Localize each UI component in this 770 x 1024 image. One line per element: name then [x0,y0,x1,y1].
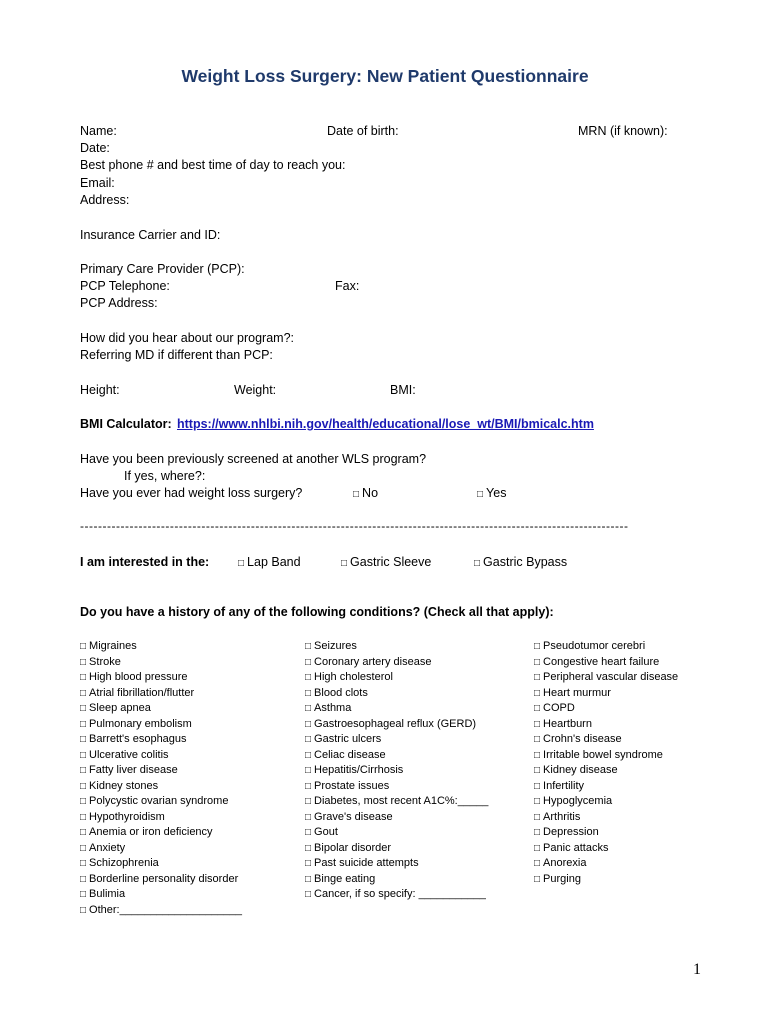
date-field-label: Date: [80,141,110,155]
condition-label: Heart murmur [543,686,611,699]
checkbox-icon[interactable]: □ [353,489,360,500]
hear-about-label: How did you hear about our program?: [80,331,295,345]
condition-label: Other:____________________ [89,903,242,916]
pcp-address-label: PCP Address: [80,296,158,310]
condition-checkbox-item[interactable] [534,763,678,779]
condition-label: Prostate issues [314,779,390,792]
condition-checkbox-item[interactable] [305,763,488,779]
condition-checkbox-item[interactable] [305,732,488,748]
condition-label: Coronary artery disease [314,655,432,668]
checkbox-icon[interactable]: □ [80,672,87,683]
condition-label: Blood clots [314,686,368,699]
checkbox-icon[interactable]: □ [80,765,87,776]
condition-checkbox-item[interactable] [534,825,678,841]
interest-option-gastric-bypass[interactable] [474,555,567,569]
no-option-label: No [362,486,379,500]
checkbox-icon[interactable]: □ [80,858,87,869]
condition-label: Arthritis [543,810,581,823]
checkbox-icon[interactable]: □ [80,703,87,714]
condition-label: Atrial fibrillation/flutter [89,686,195,699]
dob-field-label: Date of birth: [327,124,399,138]
checkbox-icon[interactable]: □ [305,703,312,714]
checkbox-icon[interactable]: □ [80,842,87,854]
condition-label: Irritable bowel syndrome [543,748,663,761]
yes-option[interactable] [477,486,506,500]
condition-label: Anemia or iron deficiency [89,826,213,838]
condition-checkbox-item[interactable] [534,841,678,857]
condition-checkbox-item[interactable] [305,856,488,872]
checkbox-icon[interactable]: □ [305,780,312,792]
conditions-column-3 [534,639,678,887]
condition-label: Past suicide attempts [314,857,419,869]
address-field-label: Address: [80,193,130,207]
section-divider: -------------------------------------------------------------------------------------------------------------------------- [80,519,629,533]
condition-label: Purging [543,872,581,885]
checkbox-icon[interactable]: □ [305,873,312,885]
condition-label: Fatty liver disease [89,764,178,776]
checkbox-icon[interactable]: □ [80,734,87,745]
condition-checkbox-item[interactable] [305,701,488,717]
checkbox-icon[interactable]: □ [80,718,87,730]
condition-checkbox-item[interactable] [305,717,488,733]
condition-label: Kidney stones [89,779,159,792]
interest-option-gastric-sleeve[interactable] [341,555,431,569]
condition-checkbox-item[interactable] [80,655,242,671]
checkbox-icon[interactable]: □ [80,889,87,900]
condition-checkbox-item[interactable] [305,639,488,655]
condition-checkbox-item[interactable] [305,670,488,686]
condition-label: Grave's disease [314,810,393,823]
condition-checkbox-item[interactable] [80,856,242,872]
checkbox-icon[interactable]: □ [534,796,541,807]
checkbox-icon[interactable]: □ [534,842,541,854]
condition-label: Polycystic ovarian syndrome [89,795,229,807]
condition-checkbox-item[interactable] [80,717,242,733]
conditions-column-1 [80,639,242,918]
condition-checkbox-item[interactable] [305,887,488,903]
condition-label: Bulimia [89,888,126,900]
condition-label: Ulcerative colitis [89,748,169,761]
checkbox-icon[interactable]: □ [534,873,541,885]
name-field-label: Name: [80,124,117,138]
checkbox-icon[interactable]: □ [80,749,87,761]
condition-label: Hypoglycemia [543,795,613,807]
condition-checkbox-item[interactable] [80,701,242,717]
condition-checkbox-item[interactable] [80,810,242,826]
condition-checkbox-item[interactable] [80,732,242,748]
condition-label: Celiac disease [314,748,386,761]
condition-label: Pulmonary embolism [89,717,192,730]
condition-label: Gastric ulcers [314,733,382,745]
condition-checkbox-item[interactable] [534,670,678,686]
checkbox-icon[interactable]: □ [80,641,87,652]
condition-checkbox-item[interactable] [80,841,242,857]
condition-label: Binge eating [314,872,376,885]
bmi-calculator-label: BMI Calculator: [80,417,172,431]
condition-label: Depression [543,826,599,838]
condition-label: Bipolar disorder [314,841,392,854]
condition-checkbox-item[interactable] [534,639,678,655]
condition-label: Migraines [89,640,137,652]
condition-checkbox-item[interactable] [80,794,242,810]
condition-label: Panic attacks [543,841,609,854]
condition-label: Hepatitis/Cirrhosis [314,764,404,776]
checkbox-icon[interactable]: □ [305,811,312,823]
prior-surgery-question: Have you ever had weight loss surgery? [80,486,303,500]
condition-label: Kidney disease [543,764,618,776]
condition-checkbox-item[interactable] [305,794,488,810]
checkbox-icon[interactable]: □ [80,904,87,916]
conditions-column-2 [305,639,488,903]
checkbox-icon[interactable]: □ [534,656,541,668]
checkbox-icon[interactable]: □ [534,703,541,714]
email-field-label: Email: [80,176,115,190]
checkbox-icon[interactable]: □ [305,672,312,683]
condition-label: Heartburn [543,717,592,730]
condition-checkbox-item[interactable] [305,872,488,888]
condition-label: Gastroesophageal reflux (GERD) [314,717,477,730]
checkbox-icon[interactable]: □ [305,765,312,776]
condition-checkbox-item[interactable] [80,903,242,919]
screening-where-label: If yes, where?: [124,469,206,483]
pcp-field-label: Primary Care Provider (PCP): [80,262,245,276]
fax-field-label: Fax: [335,279,360,293]
checkbox-icon[interactable]: □ [80,873,87,885]
referring-md-label: Referring MD if different than PCP: [80,348,273,362]
checkbox-icon[interactable]: □ [305,749,312,761]
condition-label: High cholesterol [314,671,393,683]
checkbox-icon[interactable]: □ [80,811,87,823]
condition-checkbox-item[interactable] [80,686,242,702]
condition-label: Gout [314,826,338,838]
condition-checkbox-item[interactable] [534,794,678,810]
condition-checkbox-item[interactable] [534,779,678,795]
checkbox-icon[interactable]: □ [474,558,481,569]
condition-label: Pseudotumor cerebri [543,640,646,652]
checkbox-icon[interactable]: □ [80,796,87,807]
no-option[interactable] [353,486,378,500]
condition-label: Seizures [314,640,357,652]
checkbox-icon[interactable]: □ [305,858,312,869]
condition-checkbox-item[interactable] [305,655,488,671]
checkbox-icon[interactable]: □ [534,687,541,699]
condition-checkbox-item[interactable] [534,717,678,733]
condition-checkbox-item[interactable] [305,686,488,702]
condition-label: Barrett's esophagus [89,733,187,745]
bmi-field-label: BMI: [390,383,416,397]
checkbox-icon[interactable]: □ [534,827,541,838]
condition-checkbox-item[interactable] [534,872,678,888]
condition-label: Hypothyroidism [89,810,165,823]
condition-checkbox-item[interactable] [305,841,488,857]
checkbox-icon[interactable]: □ [534,749,541,761]
checkbox-icon[interactable]: □ [80,687,87,699]
condition-label: Anxiety [89,841,126,854]
condition-checkbox-item[interactable] [534,856,678,872]
checkbox-icon[interactable]: □ [80,827,87,838]
checkbox-icon[interactable]: □ [534,858,541,869]
condition-checkbox-item[interactable] [80,748,242,764]
pcp-telephone-label: PCP Telephone: [80,279,170,293]
phone-field-label: Best phone # and best time of day to reach you: [80,158,346,172]
condition-checkbox-item[interactable] [534,655,678,671]
condition-checkbox-item[interactable] [80,670,242,686]
previous-screening-question: Have you been previously screened at another WLS program? [80,452,427,466]
condition-checkbox-item[interactable] [80,872,242,888]
condition-checkbox-item[interactable] [534,732,678,748]
checkbox-icon[interactable]: □ [305,889,312,900]
condition-label: Cancer, if so specify: ___________ [314,888,486,900]
bmi-calculator-link[interactable]: https://www.nhlbi.nih.gov/health/educational/lose_wt/BMI/bmicalc.htm [177,417,594,431]
interest-label: I am interested in the: [80,555,210,569]
weight-field-label: Weight: [234,383,277,397]
condition-checkbox-item[interactable] [305,779,488,795]
condition-checkbox-item[interactable] [305,825,488,841]
checkbox-icon[interactable]: □ [305,796,312,807]
condition-checkbox-item[interactable] [534,701,678,717]
insurance-field-label: Insurance Carrier and ID: [80,228,221,242]
checkbox-icon[interactable]: □ [534,734,541,745]
condition-checkbox-item[interactable] [534,686,678,702]
checkbox-icon[interactable]: □ [305,656,312,668]
page-title: Weight Loss Surgery: New Patient Questionnaire [181,66,589,86]
interest-option-label: Lap Band [247,555,301,569]
condition-label: Infertility [543,779,585,792]
condition-checkbox-item[interactable] [80,887,242,903]
checkbox-icon[interactable]: □ [80,780,87,792]
checkbox-icon[interactable]: □ [238,558,245,569]
condition-checkbox-item[interactable] [80,639,242,655]
checkbox-icon[interactable]: □ [477,489,484,500]
condition-label: Asthma [314,702,352,714]
condition-checkbox-item[interactable] [80,779,242,795]
condition-checkbox-item[interactable] [534,810,678,826]
condition-checkbox-item[interactable] [305,748,488,764]
condition-label: High blood pressure [89,671,188,683]
page-number: 1 [693,961,701,978]
checkbox-icon[interactable]: □ [534,718,541,730]
checkbox-icon[interactable]: □ [534,780,541,792]
condition-checkbox-item[interactable] [305,810,488,826]
checkbox-icon[interactable]: □ [305,842,312,854]
checkbox-icon[interactable]: □ [534,765,541,776]
yes-option-label: Yes [486,486,507,500]
checkbox-icon[interactable]: □ [305,687,312,699]
condition-checkbox-item[interactable] [80,763,242,779]
condition-label: Diabetes, most recent A1C%:_____ [314,795,489,807]
mrn-field-label: MRN (if known): [578,124,668,138]
condition-checkbox-item[interactable] [534,748,678,764]
checkbox-icon[interactable]: □ [305,827,312,838]
condition-label: COPD [543,702,575,714]
checkbox-icon[interactable]: □ [534,811,541,823]
conditions-heading: Do you have a history of any of the following conditions? (Check all that apply): [80,605,554,619]
interest-option-lap-band[interactable] [238,555,301,569]
checkbox-icon[interactable]: □ [80,656,87,668]
condition-label: Peripheral vascular disease [543,671,679,683]
interest-option-label: Gastric Bypass [483,555,568,569]
condition-label: Schizophrenia [89,857,159,869]
condition-label: Anorexia [543,857,587,869]
checkbox-icon[interactable]: □ [305,718,312,730]
condition-label: Crohn's disease [543,733,622,745]
condition-label: Sleep apnea [89,702,151,714]
condition-label: Stroke [89,655,121,668]
checkbox-icon[interactable]: □ [305,641,312,652]
checkbox-icon[interactable]: □ [534,672,541,683]
condition-label: Congestive heart failure [543,655,660,668]
condition-label: Borderline personality disorder [89,872,239,885]
checkbox-icon[interactable]: □ [534,641,541,652]
interest-option-label: Gastric Sleeve [350,555,432,569]
condition-checkbox-item[interactable] [80,825,242,841]
checkbox-icon[interactable]: □ [305,734,312,745]
height-field-label: Height: [80,383,120,397]
checkbox-icon[interactable]: □ [341,558,348,569]
